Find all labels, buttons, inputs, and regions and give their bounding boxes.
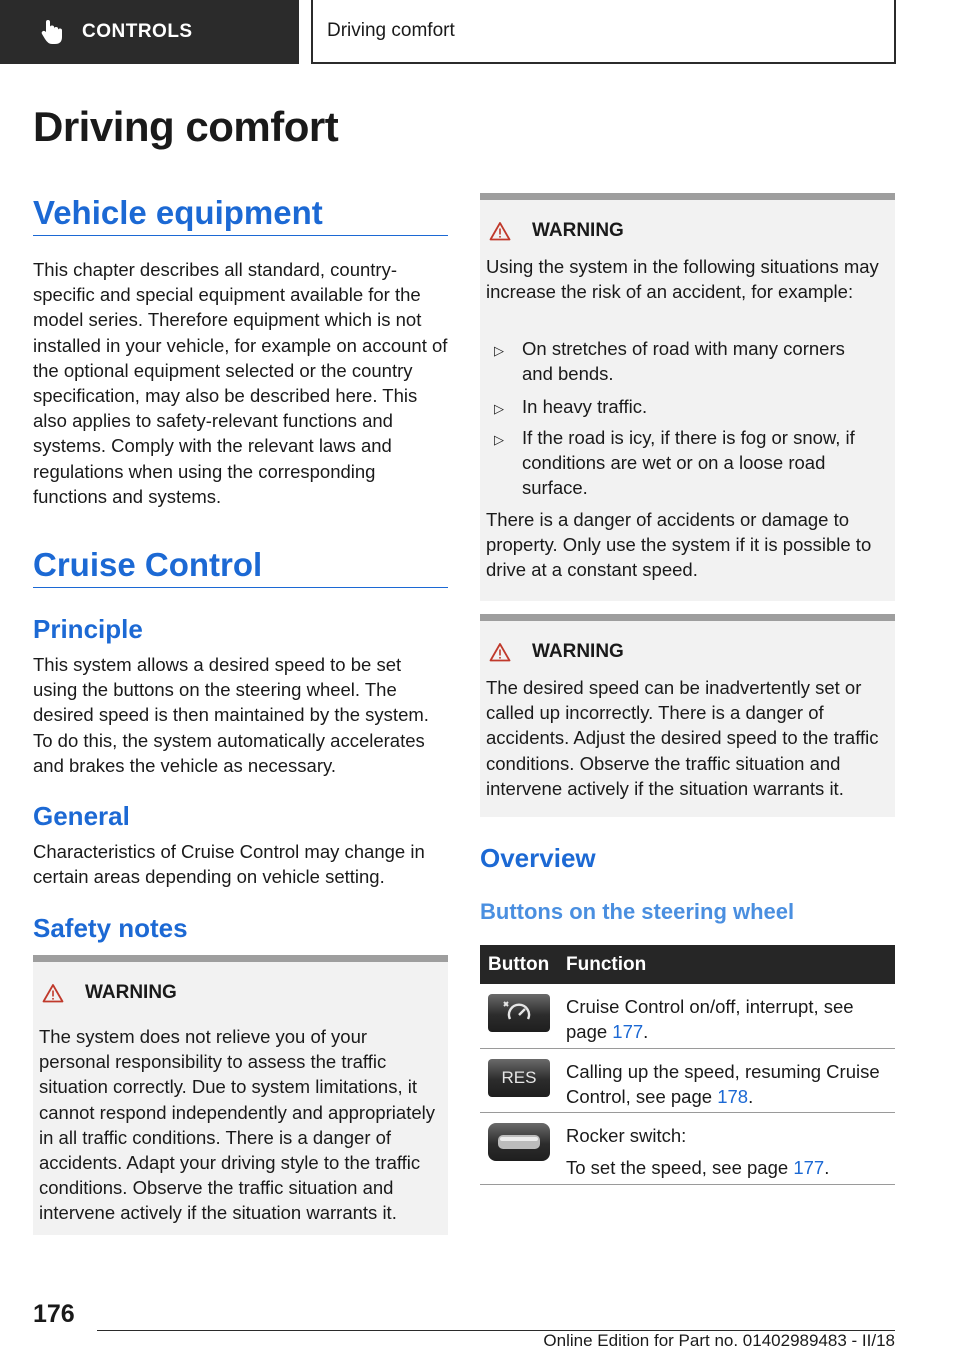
- heading-rule: [33, 235, 448, 236]
- general-text: Characteristics of Cruise Control may change in certain areas depending on vehicle setting.: [33, 841, 425, 888]
- vehicle-equipment-heading: Vehicle equipment: [33, 194, 323, 231]
- column-header-function: Function: [566, 953, 647, 975]
- cruise-control-button-icon: [488, 994, 550, 1032]
- hand-pointer-icon: [38, 17, 68, 47]
- page-link[interactable]: 177: [793, 1157, 825, 1179]
- vehicle-equipment-text: This chapter describes all standard, country-specific and special equipment available for the model series. Therefore equipment which is not installed in your vehicle, for example on account of the optional equipment selected or the country specification, may also be described here. This also applies to safety-relevant functions and systems. Comply with the relevant laws and regulations when using the corresponding functions and systems.: [33, 259, 448, 507]
- safety-notes-heading: Safety notes: [33, 913, 188, 943]
- page-number: 176: [33, 1300, 75, 1328]
- table-row: [480, 1113, 895, 1185]
- function-text: Cruise Control on/off, interrupt, see page 177.: [566, 996, 854, 1043]
- principle-text: This system allows a desired speed to be set using the buttons on the steering wheel. The desired speed is then maintained by the system. To do this, the system automatically accelerates and brakes the vehicle as necessary.: [33, 654, 429, 776]
- warning-label: WARNING: [532, 220, 624, 241]
- table-row: [480, 1049, 895, 1113]
- general-heading: General: [33, 801, 130, 831]
- warning-box: [480, 193, 895, 601]
- page-link[interactable]: 177: [612, 1021, 644, 1043]
- warning-label: WARNING: [85, 982, 177, 1003]
- res-button-icon: RES: [488, 1059, 550, 1097]
- function-text: Rocker switch: To set the speed, see page 177.: [566, 1125, 830, 1179]
- warning-label: WARNING: [532, 641, 624, 662]
- function-text: Calling up the speed, resuming Cruise Control, see page 178.: [566, 1061, 880, 1108]
- buttons-subheading: Buttons on the steering wheel: [480, 899, 795, 924]
- heading-rule: [33, 587, 448, 588]
- list-item: ▷ If the road is icy, if there is fog or snow, if conditions are wet or on a loose road surface.: [494, 425, 872, 501]
- warning-header: [42, 982, 177, 1004]
- warning-triangle-icon: [489, 221, 511, 241]
- warning-outro: There is a danger of accidents or damage to property. Only use the system if it is possible to drive at a constant speed.: [486, 509, 872, 581]
- column-header-button: Button: [488, 953, 550, 975]
- section-label: CONTROLS: [82, 21, 193, 42]
- page-title: Driving comfort: [33, 103, 339, 150]
- warning-header: [489, 220, 624, 242]
- rocker-switch-icon: [488, 1123, 550, 1161]
- warning-box: [480, 614, 895, 817]
- principle-heading: Principle: [33, 614, 143, 644]
- warning-header: [489, 641, 624, 663]
- warning-text: The desired speed can be inadvertently set or called up incorrectly. There is a danger of accidents. Adjust the desired speed to the traffic conditions. Observe the traffic situation and intervene actively if the situation warrants it.: [486, 677, 879, 799]
- list-item: ▷ In heavy traffic.: [494, 394, 872, 421]
- warning-triangle-icon: [42, 983, 64, 1003]
- bullet-triangle-icon: ▷: [494, 401, 504, 416]
- edition-text: Online Edition for Part no. 01402989483 - II/18: [543, 1331, 895, 1350]
- list-item: ▷ On stretches of road with many corners and bends.: [494, 336, 872, 386]
- warning-intro: Using the system in the following situations may increase the risk of an accident, for example:: [486, 256, 879, 303]
- overview-heading: Overview: [480, 843, 596, 873]
- bullet-triangle-icon: ▷: [494, 343, 504, 358]
- section-tab: [0, 0, 299, 64]
- table-row: [480, 984, 895, 1049]
- bullet-triangle-icon: ▷: [494, 432, 504, 447]
- cruise-control-heading: Cruise Control: [33, 546, 263, 583]
- warning-text: The system does not relieve you of your personal responsibility to assess the traffic situation correctly. Due to system limitations, it cannot respond independently and appropriately in all traffic conditions. There is a danger of accidents. Adapt your driving style to the traffic conditions. Observe the traffic situation and intervene actively if the situation warrants it.: [39, 1026, 435, 1224]
- page-link[interactable]: 178: [717, 1086, 749, 1108]
- chapter-tab: [311, 0, 896, 64]
- chapter-label: Driving comfort: [327, 20, 455, 41]
- warning-box: [33, 955, 448, 1235]
- warning-triangle-icon: [489, 642, 511, 662]
- table-header: [480, 945, 895, 984]
- buttons-table: [480, 945, 895, 1185]
